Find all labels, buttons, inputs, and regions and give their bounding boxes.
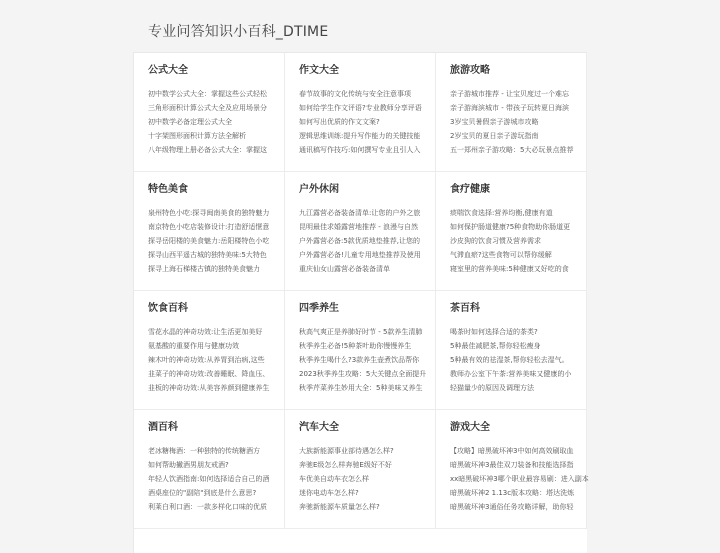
article-list bbox=[450, 87, 586, 157]
article-link[interactable]: 秋季养生必备!5种茶叶助你慢慢养生 bbox=[299, 342, 412, 350]
article-link[interactable]: 暗黑破坏神3最佳双刀装备和技能选择指 bbox=[450, 461, 574, 469]
article-link[interactable]: 如何保护肠道健康?5种食物助你肠道更 bbox=[450, 223, 571, 231]
article-link[interactable]: 酒桌座位的"副陪"到底是什么意思? bbox=[148, 489, 257, 497]
article-link[interactable]: 秋高气爽正是养肺好时节 - 5款养生清肺 bbox=[299, 328, 423, 336]
category-card-games bbox=[436, 410, 587, 529]
article-list bbox=[148, 444, 284, 514]
category-title[interactable]: 游戏大全 bbox=[450, 422, 490, 433]
article-link[interactable]: 教师办公室下午茶:营养美味又健康的小 bbox=[450, 370, 572, 378]
article-link[interactable]: 初中数学必备定理公式大全 bbox=[148, 118, 232, 126]
article-link[interactable]: 探寻岳阳楼的美食魅力:岳阳楼特色小吃 bbox=[148, 237, 270, 245]
article-link[interactable]: 如何给学生作文评语?专业教师分享评语 bbox=[299, 104, 422, 112]
article-link[interactable]: 初中数学公式大全：掌握这些公式轻松 bbox=[148, 90, 267, 98]
article-link[interactable]: 暗黑破坏神3通俗任务攻略详解，助你轻 bbox=[450, 503, 574, 511]
article-link[interactable]: 探寻上海石梯楼古镇的独特美食魅力 bbox=[148, 265, 260, 273]
article-link[interactable]: 喝茶时如何选择合适的茶类? bbox=[450, 328, 538, 336]
article-list bbox=[299, 87, 435, 157]
article-link[interactable]: 秋季养生喝什么?3款养生壶煮饮品帮你 bbox=[299, 356, 420, 364]
category-title[interactable]: 酒百科 bbox=[148, 422, 178, 433]
article-link[interactable]: 痰喘饮食选择:营养均衡,健康有道 bbox=[450, 209, 553, 217]
article-list bbox=[299, 444, 435, 514]
article-link[interactable]: 探寻山西平遥古城的独特美味:5大特色 bbox=[148, 251, 267, 259]
article-link[interactable]: 雪花水晶的神奇功效:让生活更加美好 bbox=[148, 328, 263, 336]
category-card-diet-health bbox=[436, 172, 587, 291]
article-link[interactable]: 沙皮狗的饮食习惯及营养需求 bbox=[450, 237, 541, 245]
category-title[interactable]: 食疗健康 bbox=[450, 184, 490, 195]
article-link[interactable]: 泉州特色小吃:探寻闽南美食的独特魅力 bbox=[148, 209, 270, 217]
article-list bbox=[299, 206, 435, 276]
category-card-essays bbox=[285, 53, 436, 172]
article-link[interactable]: 气滞血瘀?这些食物可以帮你缓解 bbox=[450, 251, 552, 259]
article-link[interactable]: 奔驰E级怎么样奔驰E级好不好 bbox=[299, 461, 392, 469]
article-link[interactable]: 寝室里的营养美味:5种健康又好吃的食 bbox=[450, 265, 569, 273]
article-link[interactable]: 辣木叶的神奇功效:从养胃到治病,这些 bbox=[148, 356, 265, 364]
article-link[interactable]: xx暗黑破坏神3哪个职业最容易刷：进入副本 bbox=[450, 475, 589, 483]
article-link[interactable]: 三角形面积计算公式大全及应用场景分 bbox=[148, 104, 267, 112]
article-link[interactable]: 奔驰新能源车质量怎么样? bbox=[299, 503, 380, 511]
category-card-outdoor bbox=[285, 172, 436, 291]
category-card-formulas bbox=[134, 53, 285, 172]
category-title[interactable]: 茶百科 bbox=[450, 303, 480, 314]
article-list bbox=[148, 87, 284, 157]
article-link[interactable]: 韭菜子的神奇功效:改善睡眠、降血压、 bbox=[148, 370, 270, 378]
article-link[interactable]: 2023秋季养生攻略：5大关键点全面提升 bbox=[299, 370, 427, 378]
article-link[interactable]: 年轻人饮酒指南:如何选择适合自己的酒 bbox=[148, 475, 270, 483]
article-link[interactable]: 昆明最佳求婚露营地推荐 - 浪漫与自然 bbox=[299, 223, 418, 231]
article-link[interactable]: 秋季芹菜养生妙用大全：5种美味又养生 bbox=[299, 384, 423, 392]
article-link[interactable]: 亲子游城市推荐 - 让宝贝度过一个难忘 bbox=[450, 90, 569, 98]
article-link[interactable]: 【攻略】暗黑破坏神3中如何高效刷取血 bbox=[450, 447, 574, 455]
article-link[interactable]: 大族新能源事业部待遇怎么样? bbox=[299, 447, 394, 455]
article-link[interactable]: 5种最有效的祛湿茶,帮你轻松去湿气。 bbox=[450, 356, 569, 364]
article-link[interactable]: 九江露营必备装备清单:让您的户外之旅 bbox=[299, 209, 421, 217]
category-card-cars bbox=[285, 410, 436, 529]
article-link[interactable]: 迷你电动车怎么样? bbox=[299, 489, 359, 497]
article-link[interactable]: 3岁宝贝暑假亲子游城市攻略 bbox=[450, 118, 539, 126]
article-link[interactable]: 5种最佳减肥茶,帮你轻松瘦身 bbox=[450, 342, 541, 350]
article-list bbox=[450, 206, 586, 276]
article-list bbox=[299, 325, 435, 395]
article-link[interactable]: 如何帮助撇酒男朋友戒酒? bbox=[148, 461, 229, 469]
article-link[interactable]: 逻辑思维训练:提升写作能力的关键技能 bbox=[299, 132, 421, 140]
article-link[interactable]: 老冰糖梅酒：一种独特的传统糖酒方 bbox=[148, 447, 260, 455]
category-title[interactable]: 旅游攻略 bbox=[450, 65, 490, 76]
article-link[interactable]: 氨基酸的重要作用与健康功效 bbox=[148, 342, 239, 350]
article-link[interactable]: 亲子游海滨城市 - 带孩子玩转夏日海滨 bbox=[450, 104, 569, 112]
article-link[interactable]: 十字架图形面积计算方法全解析 bbox=[148, 132, 246, 140]
article-link[interactable]: 户外露营必备:5款优质地垫推荐,让您的 bbox=[299, 237, 421, 245]
article-link[interactable]: 韭板的神奇功效:从美容养颜到健康养生 bbox=[148, 384, 270, 392]
article-link[interactable]: 户外露营必备!儿童专用地垫推荐及使用 bbox=[299, 251, 421, 259]
category-title[interactable]: 特色美食 bbox=[148, 184, 188, 195]
category-title[interactable]: 饮食百科 bbox=[148, 303, 188, 314]
category-title[interactable]: 四季养生 bbox=[299, 303, 339, 314]
article-link[interactable]: 通讯稿写作技巧:如何撰写专业且引人入 bbox=[299, 146, 421, 154]
article-list bbox=[148, 206, 284, 276]
article-link[interactable]: 轻猫量少的原因及调理方法 bbox=[450, 384, 534, 392]
article-link[interactable]: 八年级物理上册必备公式大全：掌握这 bbox=[148, 146, 267, 154]
article-link[interactable]: 2岁宝贝的夏日亲子游玩指南 bbox=[450, 132, 539, 140]
category-title[interactable]: 公式大全 bbox=[148, 65, 188, 76]
article-link[interactable]: 暗黑破坏神2 1.13c版本攻略：塔达洗炼 bbox=[450, 489, 575, 497]
category-card-food-encyclopedia bbox=[134, 291, 285, 410]
category-card-seasonal-wellness bbox=[285, 291, 436, 410]
article-link[interactable]: 车优美自动车衣怎么样 bbox=[299, 475, 369, 483]
article-link[interactable]: 利莱白利口酒：一款多样化口味的优质 bbox=[148, 503, 267, 511]
article-link[interactable]: 春节故事的文化传统与安全注意事项 bbox=[299, 90, 411, 98]
category-title[interactable]: 作文大全 bbox=[299, 65, 339, 76]
category-card-food bbox=[134, 172, 285, 291]
article-list bbox=[148, 325, 284, 395]
category-title[interactable]: 汽车大全 bbox=[299, 422, 339, 433]
article-list bbox=[450, 325, 586, 395]
category-card-liquor bbox=[134, 410, 285, 529]
article-list bbox=[450, 444, 589, 514]
category-grid bbox=[133, 52, 587, 553]
site-title[interactable]: 专业问答知识小百科_DTIME bbox=[148, 24, 329, 40]
category-card-tea bbox=[436, 291, 587, 410]
article-link[interactable]: 如何写出优质的作文文案? bbox=[299, 118, 380, 126]
category-card-travel bbox=[436, 53, 587, 172]
article-link[interactable]: 重庆仙女山露营必备装备清单 bbox=[299, 265, 390, 273]
article-link[interactable]: 五一郑州亲子游攻略：5大必玩景点推荐 bbox=[450, 146, 574, 154]
category-title[interactable]: 户外休闲 bbox=[299, 184, 339, 195]
article-link[interactable]: 南京特色小吃店装修设计:打造舒适惬意 bbox=[148, 223, 270, 231]
